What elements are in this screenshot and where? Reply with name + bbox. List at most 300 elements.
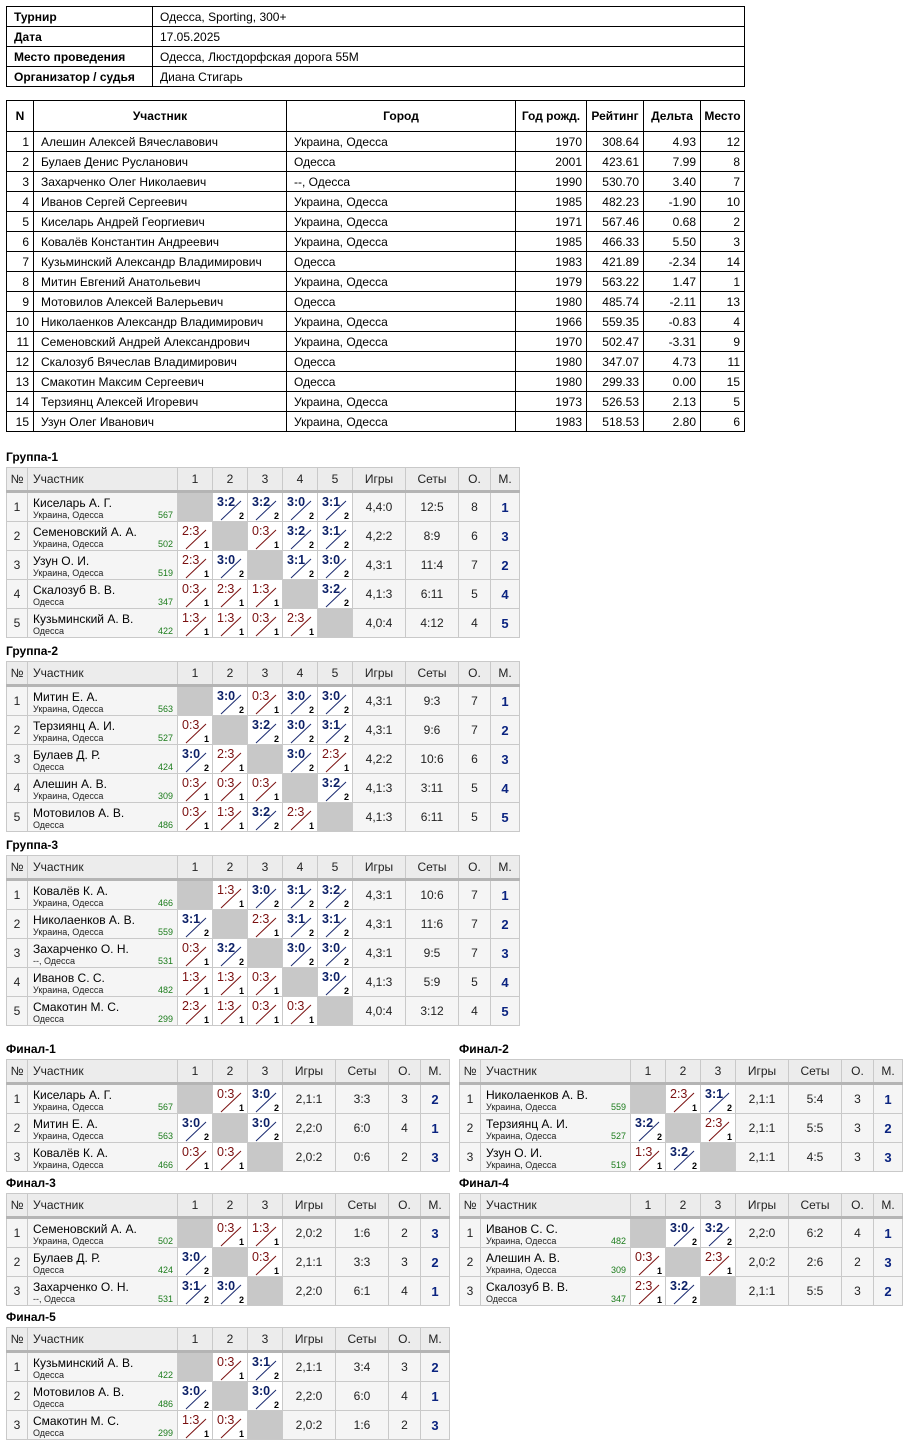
match-result-cell[interactable] bbox=[631, 1248, 666, 1277]
match-result-cell[interactable] bbox=[248, 686, 283, 716]
games-cell: 4,3:1 bbox=[353, 716, 406, 745]
sets-cell: 10:6 bbox=[406, 745, 459, 774]
match-result-cell[interactable] bbox=[178, 1382, 213, 1411]
match-points: 1 bbox=[238, 627, 244, 637]
match-result-cell[interactable] bbox=[248, 910, 283, 939]
match-result-cell[interactable] bbox=[178, 803, 213, 832]
participant-rating: 563 bbox=[157, 704, 173, 714]
match-score: 3:0 bbox=[217, 689, 236, 703]
col-header-opponent: 3 bbox=[248, 1194, 283, 1218]
match-result-cell[interactable] bbox=[213, 1277, 248, 1306]
match-points: 2 bbox=[273, 734, 279, 744]
col-header-opponent: 5 bbox=[318, 856, 353, 880]
match-result-cell[interactable] bbox=[248, 1382, 283, 1411]
sets-cell: 6:11 bbox=[406, 580, 459, 609]
self-cell bbox=[178, 686, 213, 716]
match-points: 1 bbox=[203, 1161, 209, 1171]
match-result-cell[interactable] bbox=[178, 1143, 213, 1172]
match-result-cell[interactable] bbox=[283, 880, 318, 910]
match-result-cell[interactable] bbox=[178, 1248, 213, 1277]
match-score: 3:0 bbox=[252, 1384, 271, 1398]
match-result-cell[interactable] bbox=[178, 580, 213, 609]
match-result-cell[interactable] bbox=[248, 522, 283, 551]
sets-cell: 4:12 bbox=[406, 609, 459, 638]
info-value: Одесса, Sporting, 300+ bbox=[153, 7, 745, 27]
place-cell: 5 bbox=[491, 997, 520, 1026]
match-result-cell[interactable] bbox=[178, 968, 213, 997]
match-result-cell[interactable] bbox=[178, 910, 213, 939]
games-cell: 2,1:1 bbox=[736, 1084, 789, 1114]
match-result-cell[interactable] bbox=[283, 939, 318, 968]
match-points: 1 bbox=[238, 792, 244, 802]
match-result-cell[interactable] bbox=[213, 745, 248, 774]
col-header-opponent: 3 bbox=[248, 662, 283, 686]
info-row bbox=[7, 7, 745, 27]
col-header-participant: Участник bbox=[28, 1060, 178, 1084]
player-delta: 4.73 bbox=[644, 352, 701, 372]
match-points: 2 bbox=[273, 899, 279, 909]
match-points: 1 bbox=[273, 540, 279, 550]
match-score: 0:3 bbox=[217, 776, 235, 790]
participant-cell bbox=[28, 492, 178, 522]
table-row bbox=[7, 392, 745, 412]
match-points: 1 bbox=[203, 986, 209, 996]
match-result-cell[interactable] bbox=[701, 1218, 736, 1248]
section-title: Группа-1 bbox=[6, 450, 59, 464]
col-header-opponent: 3 bbox=[248, 468, 283, 492]
col-header-opponent: 2 bbox=[213, 1194, 248, 1218]
match-score: 0:3 bbox=[182, 718, 200, 732]
info-row bbox=[7, 27, 745, 47]
participant-rating: 502 bbox=[157, 1236, 173, 1246]
col-header-opponent: 5 bbox=[318, 662, 353, 686]
self-cell bbox=[248, 1411, 283, 1440]
row-number: 3 bbox=[7, 939, 28, 968]
participant-name: Семеновский А. А. bbox=[33, 525, 137, 539]
match-result-cell[interactable] bbox=[318, 522, 353, 551]
match-result-cell[interactable] bbox=[248, 1084, 283, 1114]
match-points: 2 bbox=[203, 1400, 209, 1410]
match-score: 3:0 bbox=[322, 689, 341, 703]
col-header-place: М. bbox=[874, 1194, 903, 1218]
player-name: Смакотин Максим Сергеевич bbox=[34, 372, 287, 392]
self-cell bbox=[318, 997, 353, 1026]
match-result-cell[interactable] bbox=[318, 580, 353, 609]
players-header-row bbox=[7, 101, 745, 132]
match-result-cell[interactable] bbox=[213, 880, 248, 910]
player-place: 2 bbox=[701, 212, 745, 232]
place-cell: 3 bbox=[874, 1143, 903, 1172]
row-number: 3 bbox=[7, 745, 28, 774]
match-result-cell[interactable] bbox=[248, 997, 283, 1026]
participant-city: Украина, Одесса bbox=[33, 791, 104, 801]
match-points: 2 bbox=[343, 511, 349, 521]
games-cell: 2,1:1 bbox=[736, 1114, 789, 1143]
match-result-cell[interactable] bbox=[248, 774, 283, 803]
col-header-delta: Дельта bbox=[644, 101, 701, 132]
player-birth-year: 1985 bbox=[516, 232, 587, 252]
match-score: 3:1 bbox=[322, 718, 341, 732]
match-result-cell[interactable] bbox=[631, 1277, 666, 1306]
points-cell: 3 bbox=[389, 1084, 421, 1114]
match-result-cell[interactable] bbox=[318, 939, 353, 968]
match-score: 0:3 bbox=[252, 999, 270, 1013]
match-score: 3:0 bbox=[287, 941, 306, 955]
match-result-cell[interactable] bbox=[178, 522, 213, 551]
match-result-cell[interactable] bbox=[178, 551, 213, 580]
col-header-opponent: 4 bbox=[283, 856, 318, 880]
participant-name: Захарченко О. Н. bbox=[33, 942, 129, 956]
col-header-games: Игры bbox=[736, 1194, 789, 1218]
participant-city: Одесса bbox=[33, 1370, 65, 1380]
participant-name: Смакотин М. С. bbox=[33, 1414, 120, 1428]
match-score: 0:3 bbox=[217, 1221, 235, 1235]
match-result-cell[interactable] bbox=[318, 716, 353, 745]
match-points: 2 bbox=[203, 1132, 209, 1142]
col-header-place: М. bbox=[491, 856, 520, 880]
match-result-cell[interactable] bbox=[213, 686, 248, 716]
games-cell: 2,1:1 bbox=[736, 1143, 789, 1172]
match-result-cell[interactable] bbox=[178, 1411, 213, 1440]
table-row bbox=[7, 1352, 450, 1382]
col-header-number: № bbox=[460, 1060, 481, 1084]
participant-cell bbox=[28, 551, 178, 580]
participant-rating: 309 bbox=[610, 1265, 626, 1275]
participant-city: --, Одесса bbox=[33, 956, 76, 966]
match-score: 3:2 bbox=[217, 941, 236, 955]
match-score: 3:0 bbox=[182, 1116, 201, 1130]
place-cell: 4 bbox=[491, 580, 520, 609]
participant-cell bbox=[28, 997, 178, 1026]
match-result-cell[interactable] bbox=[283, 492, 318, 522]
match-result-cell[interactable] bbox=[213, 609, 248, 638]
player-city: Украина, Одесса bbox=[287, 332, 516, 352]
match-result-cell[interactable] bbox=[213, 997, 248, 1026]
self-cell bbox=[248, 745, 283, 774]
match-result-cell[interactable] bbox=[283, 997, 318, 1026]
match-points: 2 bbox=[308, 705, 314, 715]
match-result-cell[interactable] bbox=[248, 968, 283, 997]
match-score: 1:3 bbox=[182, 1413, 200, 1427]
sets-cell: 6:0 bbox=[336, 1114, 389, 1143]
match-result-cell[interactable] bbox=[178, 1277, 213, 1306]
player-delta: -2.11 bbox=[644, 292, 701, 312]
points-cell: 4 bbox=[389, 1114, 421, 1143]
match-result-cell[interactable] bbox=[283, 522, 318, 551]
player-delta: 0.00 bbox=[644, 372, 701, 392]
info-label: Организатор / судья bbox=[7, 67, 153, 87]
match-result-cell[interactable] bbox=[283, 609, 318, 638]
match-result-cell[interactable] bbox=[248, 1248, 283, 1277]
header-row bbox=[7, 662, 520, 686]
section-title: Финал-4 bbox=[459, 1176, 509, 1190]
match-result-cell[interactable] bbox=[318, 880, 353, 910]
player-birth-year: 1973 bbox=[516, 392, 587, 412]
place-cell: 5 bbox=[491, 803, 520, 832]
col-header-birth-year: Год рожд. bbox=[516, 101, 587, 132]
match-points: 1 bbox=[238, 1015, 244, 1025]
row-number: 3 bbox=[460, 1143, 481, 1172]
match-result-cell[interactable] bbox=[318, 492, 353, 522]
games-cell: 2,0:2 bbox=[283, 1143, 336, 1172]
player-place: 4 bbox=[701, 312, 745, 332]
place-cell: 1 bbox=[421, 1114, 450, 1143]
match-result-cell[interactable] bbox=[178, 716, 213, 745]
match-points: 2 bbox=[343, 928, 349, 938]
games-cell: 4,3:1 bbox=[353, 686, 406, 716]
match-points: 1 bbox=[273, 1015, 279, 1025]
col-header-opponent: 3 bbox=[248, 1328, 283, 1352]
players-table bbox=[6, 100, 745, 432]
match-result-cell[interactable] bbox=[178, 997, 213, 1026]
match-result-cell[interactable] bbox=[631, 1114, 666, 1143]
match-result-cell[interactable] bbox=[701, 1248, 736, 1277]
col-header-opponent: 3 bbox=[248, 1060, 283, 1084]
match-score: 0:3 bbox=[217, 1413, 235, 1427]
self-cell bbox=[213, 522, 248, 551]
participant-cell bbox=[481, 1084, 631, 1114]
participant-rating: 486 bbox=[157, 1399, 173, 1409]
player-number: 12 bbox=[7, 352, 34, 372]
match-points: 1 bbox=[203, 821, 209, 831]
match-result-cell[interactable] bbox=[213, 551, 248, 580]
participant-city: Украина, Одесса bbox=[486, 1102, 557, 1112]
row-number: 1 bbox=[7, 492, 28, 522]
match-score: 3:2 bbox=[252, 718, 271, 732]
participant-rating: 309 bbox=[157, 791, 173, 801]
participant-name: Алешин А. В. bbox=[486, 1251, 560, 1265]
match-score: 0:3 bbox=[252, 776, 270, 790]
col-header-games: Игры bbox=[353, 662, 406, 686]
table-row bbox=[7, 1084, 450, 1114]
match-result-cell[interactable] bbox=[283, 803, 318, 832]
table-row bbox=[7, 745, 520, 774]
match-points: 1 bbox=[273, 792, 279, 802]
player-name: Скалозуб Вячеслав Владимирович bbox=[34, 352, 287, 372]
match-score: 3:0 bbox=[322, 553, 341, 567]
info-value: Диана Стигарь bbox=[153, 67, 745, 87]
match-result-cell[interactable] bbox=[178, 609, 213, 638]
self-cell bbox=[283, 774, 318, 803]
match-result-cell[interactable] bbox=[283, 745, 318, 774]
match-score: 3:0 bbox=[287, 747, 306, 761]
match-score: 3:1 bbox=[287, 883, 306, 897]
sets-cell: 6:11 bbox=[406, 803, 459, 832]
player-rating: 518.53 bbox=[587, 412, 644, 432]
player-place: 15 bbox=[701, 372, 745, 392]
player-place: 7 bbox=[701, 172, 745, 192]
match-result-cell[interactable] bbox=[213, 939, 248, 968]
participant-cell bbox=[28, 745, 178, 774]
row-number: 5 bbox=[7, 609, 28, 638]
match-result-cell[interactable] bbox=[213, 774, 248, 803]
table-row bbox=[7, 1143, 450, 1172]
match-result-cell[interactable] bbox=[318, 745, 353, 774]
match-result-cell[interactable] bbox=[248, 1352, 283, 1382]
match-result-cell[interactable] bbox=[318, 968, 353, 997]
match-score: 0:3 bbox=[182, 776, 200, 790]
player-name: Кузьминский Александр Владимирович bbox=[34, 252, 287, 272]
col-header-opponent: 4 bbox=[283, 468, 318, 492]
match-result-cell[interactable] bbox=[318, 686, 353, 716]
participant-cell bbox=[28, 1114, 178, 1143]
place-cell: 2 bbox=[874, 1277, 903, 1306]
match-result-cell[interactable] bbox=[283, 551, 318, 580]
section-title: Финал-1 bbox=[6, 1042, 56, 1056]
sets-cell: 10:6 bbox=[406, 880, 459, 910]
match-result-cell[interactable] bbox=[248, 716, 283, 745]
participant-rating: 502 bbox=[157, 539, 173, 549]
col-header-opponent: 3 bbox=[701, 1060, 736, 1084]
match-points: 1 bbox=[203, 598, 209, 608]
table-row bbox=[7, 1277, 450, 1306]
participant-cell bbox=[28, 609, 178, 638]
match-result-cell[interactable] bbox=[666, 1218, 701, 1248]
match-points: 2 bbox=[308, 899, 314, 909]
col-header-opponent: 2 bbox=[666, 1060, 701, 1084]
player-birth-year: 1970 bbox=[516, 132, 587, 152]
match-result-cell[interactable] bbox=[248, 609, 283, 638]
sets-cell: 1:6 bbox=[336, 1411, 389, 1440]
match-score: 1:3 bbox=[217, 611, 235, 625]
col-header-number: № bbox=[7, 1328, 28, 1352]
row-number: 1 bbox=[7, 880, 28, 910]
match-points: 1 bbox=[238, 899, 244, 909]
player-birth-year: 1970 bbox=[516, 332, 587, 352]
match-score: 3:1 bbox=[252, 1355, 271, 1369]
match-score: 3:0 bbox=[670, 1221, 689, 1235]
match-result-cell[interactable] bbox=[318, 774, 353, 803]
match-result-cell[interactable] bbox=[213, 968, 248, 997]
self-cell bbox=[701, 1143, 736, 1172]
match-result-cell[interactable] bbox=[283, 716, 318, 745]
match-result-cell[interactable] bbox=[666, 1277, 701, 1306]
player-place: 8 bbox=[701, 152, 745, 172]
match-result-cell[interactable] bbox=[701, 1084, 736, 1114]
player-rating: 530.70 bbox=[587, 172, 644, 192]
player-name: Захарченко Олег Николаевич bbox=[34, 172, 287, 192]
self-cell bbox=[283, 968, 318, 997]
match-points: 1 bbox=[273, 928, 279, 938]
points-cell: 7 bbox=[459, 939, 491, 968]
match-result-cell[interactable] bbox=[631, 1143, 666, 1172]
match-result-cell[interactable] bbox=[248, 1114, 283, 1143]
col-header-number: № bbox=[7, 856, 28, 880]
participant-rating: 567 bbox=[157, 510, 173, 520]
match-result-cell[interactable] bbox=[248, 880, 283, 910]
player-birth-year: 2001 bbox=[516, 152, 587, 172]
participant-rating: 486 bbox=[157, 820, 173, 830]
match-result-cell[interactable] bbox=[248, 803, 283, 832]
match-result-cell[interactable] bbox=[283, 686, 318, 716]
match-result-cell[interactable] bbox=[283, 910, 318, 939]
table-row bbox=[7, 412, 745, 432]
player-delta: 7.99 bbox=[644, 152, 701, 172]
participant-city: Украина, Одесса bbox=[33, 898, 104, 908]
match-result-cell[interactable] bbox=[666, 1143, 701, 1172]
participant-rating: 422 bbox=[157, 1370, 173, 1380]
points-cell: 2 bbox=[389, 1143, 421, 1172]
participant-cell bbox=[481, 1143, 631, 1172]
participant-city: Одесса bbox=[33, 1014, 65, 1024]
match-result-cell[interactable] bbox=[213, 580, 248, 609]
match-result-cell[interactable] bbox=[213, 492, 248, 522]
player-birth-year: 1971 bbox=[516, 212, 587, 232]
participant-cell bbox=[28, 1143, 178, 1172]
participant-city: Украина, Одесса bbox=[33, 927, 104, 937]
match-result-cell[interactable] bbox=[666, 1084, 701, 1114]
col-header-participant: Участник bbox=[28, 1328, 178, 1352]
player-number: 5 bbox=[7, 212, 34, 232]
match-result-cell[interactable] bbox=[213, 1084, 248, 1114]
match-points: 1 bbox=[203, 1429, 209, 1439]
player-number: 13 bbox=[7, 372, 34, 392]
match-points: 1 bbox=[273, 1237, 279, 1247]
games-cell: 4,0:4 bbox=[353, 609, 406, 638]
col-header-opponent: 1 bbox=[178, 468, 213, 492]
games-cell: 4,3:1 bbox=[353, 910, 406, 939]
match-result-cell[interactable] bbox=[248, 492, 283, 522]
col-header-number: N bbox=[7, 101, 34, 132]
match-result-cell[interactable] bbox=[178, 1114, 213, 1143]
match-result-cell[interactable] bbox=[701, 1114, 736, 1143]
col-header-place: М. bbox=[491, 468, 520, 492]
match-result-cell[interactable] bbox=[248, 580, 283, 609]
row-number: 2 bbox=[7, 716, 28, 745]
row-number: 3 bbox=[7, 1143, 28, 1172]
player-place: 9 bbox=[701, 332, 745, 352]
match-score: 0:3 bbox=[635, 1250, 653, 1264]
match-result-cell[interactable] bbox=[213, 1411, 248, 1440]
info-label: Место проведения bbox=[7, 47, 153, 67]
participant-name: Мотовилов А. В. bbox=[33, 1385, 125, 1399]
sets-cell: 9:6 bbox=[406, 716, 459, 745]
match-points: 1 bbox=[308, 821, 314, 831]
player-number: 6 bbox=[7, 232, 34, 252]
self-cell bbox=[248, 1143, 283, 1172]
match-result-cell[interactable] bbox=[213, 1143, 248, 1172]
player-city: Украина, Одесса bbox=[287, 312, 516, 332]
participant-rating: 466 bbox=[157, 898, 173, 908]
match-result-cell[interactable] bbox=[318, 910, 353, 939]
match-score: 2:3 bbox=[635, 1279, 653, 1293]
match-score: 3:0 bbox=[217, 1279, 236, 1293]
sets-cell: 9:3 bbox=[406, 686, 459, 716]
match-result-cell[interactable] bbox=[213, 1352, 248, 1382]
match-result-cell[interactable] bbox=[318, 551, 353, 580]
match-result-cell[interactable] bbox=[213, 1218, 248, 1248]
participant-city: Украина, Одесса bbox=[33, 1236, 104, 1246]
match-result-cell[interactable] bbox=[248, 1218, 283, 1248]
player-name: Киселарь Андрей Георгиевич bbox=[34, 212, 287, 232]
participant-cell bbox=[28, 580, 178, 609]
info-value: Одесса, Люстдорфская дорога 55М bbox=[153, 47, 745, 67]
match-points: 2 bbox=[308, 957, 314, 967]
col-header-opponent: 2 bbox=[213, 1328, 248, 1352]
match-score: 3:2 bbox=[705, 1221, 724, 1235]
col-header-number: № bbox=[7, 662, 28, 686]
round-robin-table bbox=[459, 1193, 903, 1306]
player-delta: 4.93 bbox=[644, 132, 701, 152]
match-result-cell[interactable] bbox=[178, 745, 213, 774]
match-result-cell[interactable] bbox=[178, 939, 213, 968]
col-header-participant: Участник bbox=[481, 1060, 631, 1084]
col-header-sets: Сеты bbox=[406, 468, 459, 492]
match-result-cell[interactable] bbox=[213, 803, 248, 832]
info-label: Дата bbox=[7, 27, 153, 47]
match-result-cell[interactable] bbox=[178, 774, 213, 803]
points-cell: 3 bbox=[842, 1277, 874, 1306]
